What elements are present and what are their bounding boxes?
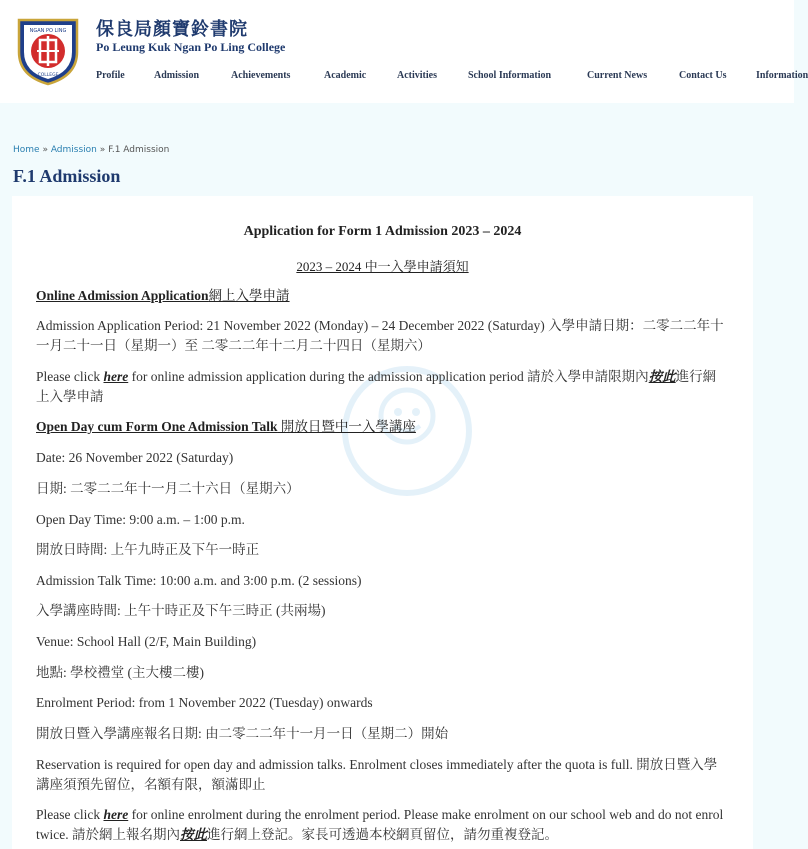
nav-activities[interactable]: Activities: [397, 70, 437, 81]
online-application-title: [36, 286, 726, 306]
admission-talk-time: Admission Talk Time: 10:00 a.m. and 3:00 p.m. (2 sessions): [36, 573, 362, 588]
open-day-date-cn: 日期: 二零二二年十一月二十六日（星期六）: [36, 481, 300, 496]
venue: Venue: School Hall (2/F, Main Building): [36, 634, 257, 649]
content-panel: [12, 196, 753, 849]
nav-admission[interactable]: Admission: [154, 70, 200, 81]
admission-talk-time-cn: 入學講座時間: 上午十時正及下午三時正 (共兩場): [36, 603, 326, 618]
online-application-instructions: Please click here for online admission application during the admission application period 請於入學申請限期內按此進行網上入學申請: [36, 369, 717, 404]
logo-text-top: NGAN PO LING: [29, 28, 67, 34]
enrolment-period: Enrolment Period: from 1 November 2022 (Tuesday) onwards: [36, 695, 373, 710]
application-period: Admission Application Period: 21 November 2022 (Monday) – 24 December 2022 (Saturday) 入學申請日期：二零二二年十一月二十一日（星期一）至 二零二二年十二月二十四日（星期六）: [36, 318, 724, 353]
school-logo[interactable]: [13, 14, 83, 86]
online-application-link[interactable]: here: [103, 369, 129, 384]
breadcrumb-current: F.1 Admission: [108, 145, 170, 155]
open-day-title-en: Open Day cum Form One Admission Talk: [36, 419, 278, 434]
nav-current-news[interactable]: Current News: [587, 70, 648, 81]
nav-information[interactable]: Information: [756, 70, 808, 81]
nav-achievements[interactable]: Achievements: [231, 70, 291, 81]
breadcrumb-admission[interactable]: Admission: [50, 145, 97, 155]
reservation-note: Reservation is required for open day and admission talks. Enrolment closes immediately after the quota is full. 開放日暨入學講座須預先留位，名額有限，額滿即止: [36, 757, 718, 792]
breadcrumb: [13, 145, 169, 155]
logo-text-bottom: COLLEGE: [37, 73, 59, 78]
application-heading: Application for Form 1 Admission 2023 – 2024: [243, 224, 522, 239]
breadcrumb-home[interactable]: Home: [13, 145, 40, 155]
open-day-title-cn: 開放日暨中一入學講座: [277, 419, 416, 434]
nav-contact-us[interactable]: Contact Us: [679, 70, 727, 81]
school-name-en[interactable]: Po Leung Kuk Ngan Po Ling College: [96, 40, 286, 54]
nav-academic[interactable]: Academic: [324, 70, 367, 81]
venue-cn: 地點: 學校禮堂 (主大樓二樓): [36, 665, 204, 680]
school-name-cn[interactable]: 保良局顏寶鈴書院: [96, 19, 248, 39]
enrolment-link-cn[interactable]: 按此: [179, 827, 207, 842]
nav-school-information[interactable]: School Information: [468, 70, 552, 81]
site-header: [0, 0, 808, 103]
nav-profile[interactable]: Profile: [96, 70, 125, 81]
open-day-time-cn: 開放日時間: 上午九時正及下午一時正: [36, 542, 260, 557]
online-application-title-en: Online Admission Application: [36, 288, 209, 303]
online-application-title-cn: 網上入學申請: [208, 288, 290, 303]
enrolment-link[interactable]: here: [103, 807, 129, 822]
breadcrumb-separator: »: [96, 145, 109, 155]
main-nav: [96, 70, 808, 86]
open-day-title: [36, 417, 726, 437]
breadcrumb-separator: »: [39, 145, 51, 155]
open-day-time: Open Day Time: 9:00 a.m. – 1:00 p.m.: [36, 512, 245, 527]
online-application-link-cn[interactable]: 按此: [648, 369, 676, 384]
application-subheading: 2023 – 2024 中一入學申請須知: [296, 259, 469, 274]
open-day-date: Date: 26 November 2022 (Saturday): [36, 450, 234, 465]
enrolment-period-cn: 開放日暨入學講座報名日期: 由二零二二年十一月一日（星期二）開始: [36, 726, 449, 741]
page-title: F.1 Admission: [13, 166, 121, 186]
enrolment-instructions: Please click here for online enrolment during the enrolment period. Please make enrolment on our school web and do not enrol twice. 請於網上報名期內按此進行網上登記。家長可透過本校網頁留位，請勿重複登記。: [36, 807, 724, 842]
